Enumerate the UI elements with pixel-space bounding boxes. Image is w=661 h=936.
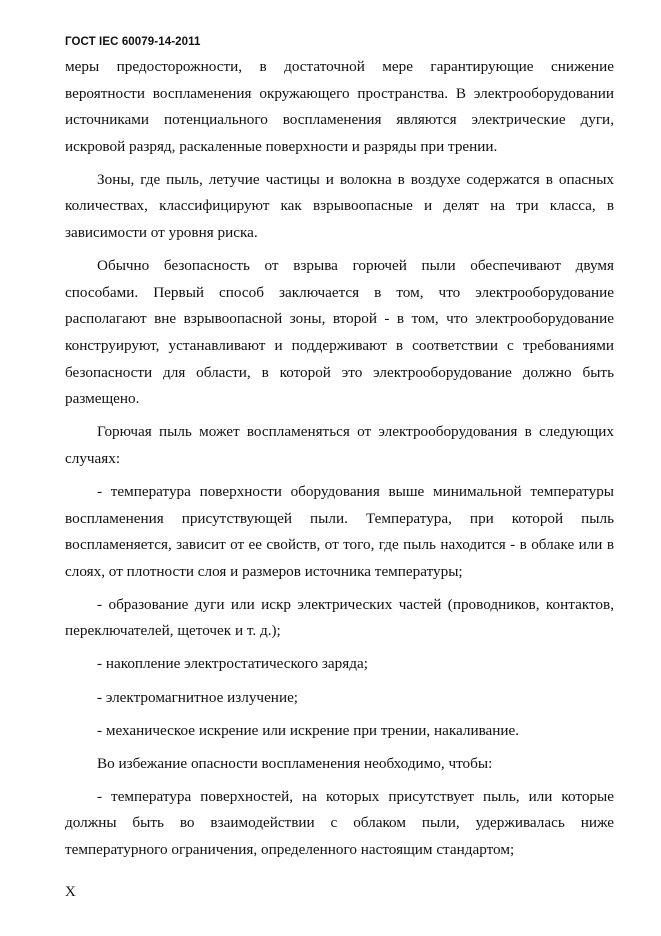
paragraph: Горючая пыль может воспламеняться от электрооборудования в следующих случаях: (65, 423, 614, 467)
list-item: - образование дуги или искр электрических частей (проводников, контактов, переключателей, щеточек и т. д.); (65, 595, 614, 640)
document-header: ГОСТ IEC 60079-14-2011 (65, 36, 201, 48)
list-item: - механическое искрение или искрение при трении, накаливание. (97, 721, 520, 739)
paragraph: Обычно безопасность от взрыва горючей пыли обеспечивают двумя способами. Первый способ заключается в том, что электрооборудование располагают вне взрывоопасной зоны, второй - в том, что электрооборудование конструируют, устанавливают и поддерживают в соответствии с требованиями безопасности для области, в которой это электрооборудование должно быть размещено. (65, 257, 614, 408)
list-item: - температура поверхностей, на которых присутствует пыль, или которые должны быть во взаимодействии с облаком пыли, удерживалась ниже температурного ограничения, определенного настоящим стандартом; (65, 787, 614, 859)
page-number: X (65, 884, 76, 900)
list-item: - температура поверхности оборудования выше минимальной температуры воспламенения присутствующей пыли. Температура, при которой пыль воспламеняется, зависит от ее свойств, от того, где пыль находится - в облаке или в слоях, от плотности слоя и размеров источника температуры; (65, 482, 614, 580)
paragraph: Зоны, где пыль, летучие частицы и волокна в воздухе содержатся в опасных количествах, классифицируют как взрывоопасные и делят на три класса, в зависимости от уровня риска. (65, 170, 614, 242)
paragraph: меры предосторожности, в достаточной мере гарантирующие снижение вероятности воспламенения окружающего пространства. В электрооборудовании источниками потенциального воспламенения являются электрические дуги, искровой разряд, раскаленные поверхности и разряды при трении. (65, 58, 614, 155)
list-item: - электромагнитное излучение; (97, 688, 299, 706)
list-item: - накопление электростатического заряда; (97, 655, 368, 673)
paragraph: Во избежание опасности воспламенения необходимо, чтобы: (97, 754, 493, 772)
document-body (65, 54, 614, 870)
